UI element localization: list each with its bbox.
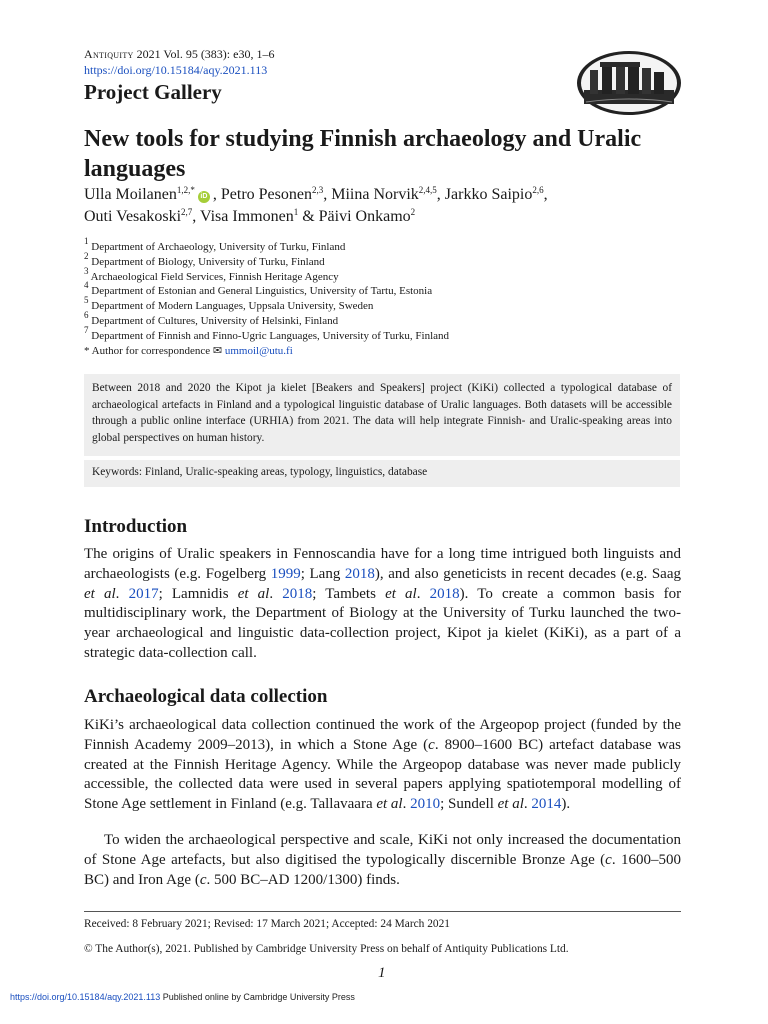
affiliation-number: 5 xyxy=(84,295,89,306)
author-affiliation-sup: 1 xyxy=(293,207,299,217)
author-name[interactable]: , Jarkko Saipio xyxy=(436,186,533,203)
section-label: Project Gallery xyxy=(84,80,222,104)
footer-divider xyxy=(84,911,681,912)
affiliation-number: 6 xyxy=(84,309,89,320)
correspondence-line xyxy=(84,344,684,359)
author-affiliation-sup: 2,3 xyxy=(311,185,324,195)
affiliation-number: 1 xyxy=(84,236,89,246)
footer-doi-link[interactable]: https://doi.org/10.15184/aqy.2021.113 xyxy=(10,992,161,1002)
citation-link[interactable]: 2018 xyxy=(282,585,313,602)
introduction-paragraph: The origins of Uralic speakers in Fennoscandia have for a long time intrigued both linguists and archaeologists (e.g. Fogelberg 1999; Lang 2018), and also geneticists in recent decades (e.g. Saag et al. 2017; Lamnidis et al. 2018; Tambets et al. 2018). To create a common basis for multidisciplinary work, the Department of Biology at the University of Turku launched the two-year archaeological and linguistic data-collection project, Kipot ja kielet (KiKi), as a part of a strategic data-collection call. xyxy=(84,546,682,661)
keywords-text: Keywords: Finland, Uralic-speaking areas, typology, linguistics, database xyxy=(92,466,428,478)
archaeology-paragraph: KiKi’s archaeological data collection continued the work of the Argeopop project (funded by the Finnish Academy 2009–2013), in which a Stone Age (c. 8900–1600 BC) artefact database was created at the Finnish Heritage Agency. While the Argeopop database was never made publicly accessible, the collected data were used in several papers applying spatiotemporal modelling of Stone Age settlement in Finland (e.g. Tallavaara et al. 2010; Sundell et al. 2014). xyxy=(84,717,681,813)
author-affiliation-sup: 2,6 xyxy=(532,185,544,195)
heading-archaeological-data: Archaeological data collection xyxy=(84,686,328,707)
citation-link[interactable]: 2014 xyxy=(531,796,562,813)
publisher-footer xyxy=(10,992,355,1002)
archaeology-paragraph-2: To widen the archaeological perspective and scale, KiKi not only increased the documentation of Stone Age artefacts, but also digitised the typologically discernible Bronze Age (c. 1600–500 BC) and Iron Age (c. 500 BC–AD 1200/1300) finds. xyxy=(84,832,682,888)
correspondence-email-link[interactable]: ummoil@utu.fi xyxy=(224,344,293,357)
affiliation-item xyxy=(84,265,684,285)
correspondence-label: * Author for correspondence ✉ xyxy=(84,344,225,357)
affiliation-number: 2 xyxy=(84,250,89,261)
citation-link[interactable]: 2010 xyxy=(410,796,441,813)
affiliation-item xyxy=(84,280,684,299)
citation-link[interactable]: 2018 xyxy=(429,585,460,602)
affiliation-number: 7 xyxy=(84,324,89,335)
author-list: Ulla Moilanen$^{1,2,*}$iD , Petro Pesonen$^{2,3}$, Miina Norvik$^{2,4,5}$, Jarkko Saipio$^{2,6}$, Outi Vesakoski$^{2,7}$, Visa Immonen$^1$ & Päivi Onkamo$^2$ xyxy=(84,185,548,225)
copyright-notice: © The Author(s), 2021. Published by Cambridge University Press on behalf of Antiquity Publications Ltd. xyxy=(84,943,569,955)
citation-link[interactable]: 2017 xyxy=(128,585,159,602)
affiliation-item xyxy=(84,309,684,329)
affiliation-text: Department of Modern Languages, Uppsala University, Sweden xyxy=(88,300,374,313)
affiliation-number: 4 xyxy=(84,280,89,291)
affiliation-text: Department of Finnish and Finno-Ugric Languages, University of Turku, Finland xyxy=(88,329,450,342)
doi-link[interactable]: https://doi.org/10.15184/aqy.2021.113 xyxy=(84,63,268,77)
antiquity-logo xyxy=(576,50,682,116)
affiliation-text: Department of Cultures, University of Helsinki, Finland xyxy=(88,314,339,327)
journal-citation xyxy=(84,47,274,62)
author-name[interactable]: Outi Vesakoski xyxy=(84,208,182,225)
citation-link[interactable]: 1999 xyxy=(270,565,301,582)
affiliation-text: Archaeological Field Services, Finnish Heritage Agency xyxy=(88,270,339,283)
affiliation-text: Department of Biology, University of Turku, Finland xyxy=(88,255,325,268)
affiliation-text: Department of Estonian and General Linguistics, University of Tartu, Estonia xyxy=(88,285,433,298)
abstract-text: Between 2018 and 2020 the Kipot ja kielet [Beakers and Speakers] project (KiKi) collected a typological database of archaeological artefacts in Finland and a typological linguistic database of Uralic languages. Both datasets will be accessible through a public online interface (URHIA) from 2021. The data will help integrate Finnish- and Uralic-speaking areas into global perspectives on human history. xyxy=(92,382,672,444)
affiliation-item xyxy=(84,250,684,270)
affiliation-item xyxy=(84,324,684,344)
citation-link[interactable]: 2018 xyxy=(344,565,375,582)
author-affiliation-sup: 2 xyxy=(410,207,416,217)
journal-details: 2021 Vol. 95 (383): e30, 1–6 xyxy=(133,47,275,61)
journal-name: Antiquity xyxy=(84,47,134,61)
orcid-icon[interactable]: iD xyxy=(198,191,210,203)
author-affiliation-sup: 1,2,* xyxy=(176,185,195,195)
page-number: 1 xyxy=(378,965,386,981)
affiliation-item xyxy=(84,236,684,255)
affiliation-item xyxy=(84,295,684,314)
author-name[interactable]: , Visa Immonen xyxy=(192,208,294,225)
article-title: New tools for studying Finnish archaeology and Uralic languages xyxy=(84,126,642,182)
affiliations-list xyxy=(84,236,684,358)
footer-text: Published online by Cambridge University Press xyxy=(160,992,355,1002)
author-affiliation-sup: 2,7 xyxy=(181,207,193,217)
heading-introduction: Introduction xyxy=(84,516,188,537)
author-name[interactable]: , Petro Pesonen xyxy=(212,186,312,203)
author-affiliation-sup: 2,4,5 xyxy=(418,185,437,195)
author-name[interactable]: & Päivi Onkamo xyxy=(298,208,411,225)
affiliation-number: 3 xyxy=(84,265,89,276)
affiliation-text: Department of Archaeology, University of Turku, Finland xyxy=(88,241,346,253)
author-name[interactable]: Ulla Moilanen xyxy=(84,186,177,203)
received-dates: Received: 8 February 2021; Revised: 17 March 2021; Accepted: 24 March 2021 xyxy=(84,918,450,930)
author-name[interactable]: , Miina Norvik xyxy=(323,186,419,203)
